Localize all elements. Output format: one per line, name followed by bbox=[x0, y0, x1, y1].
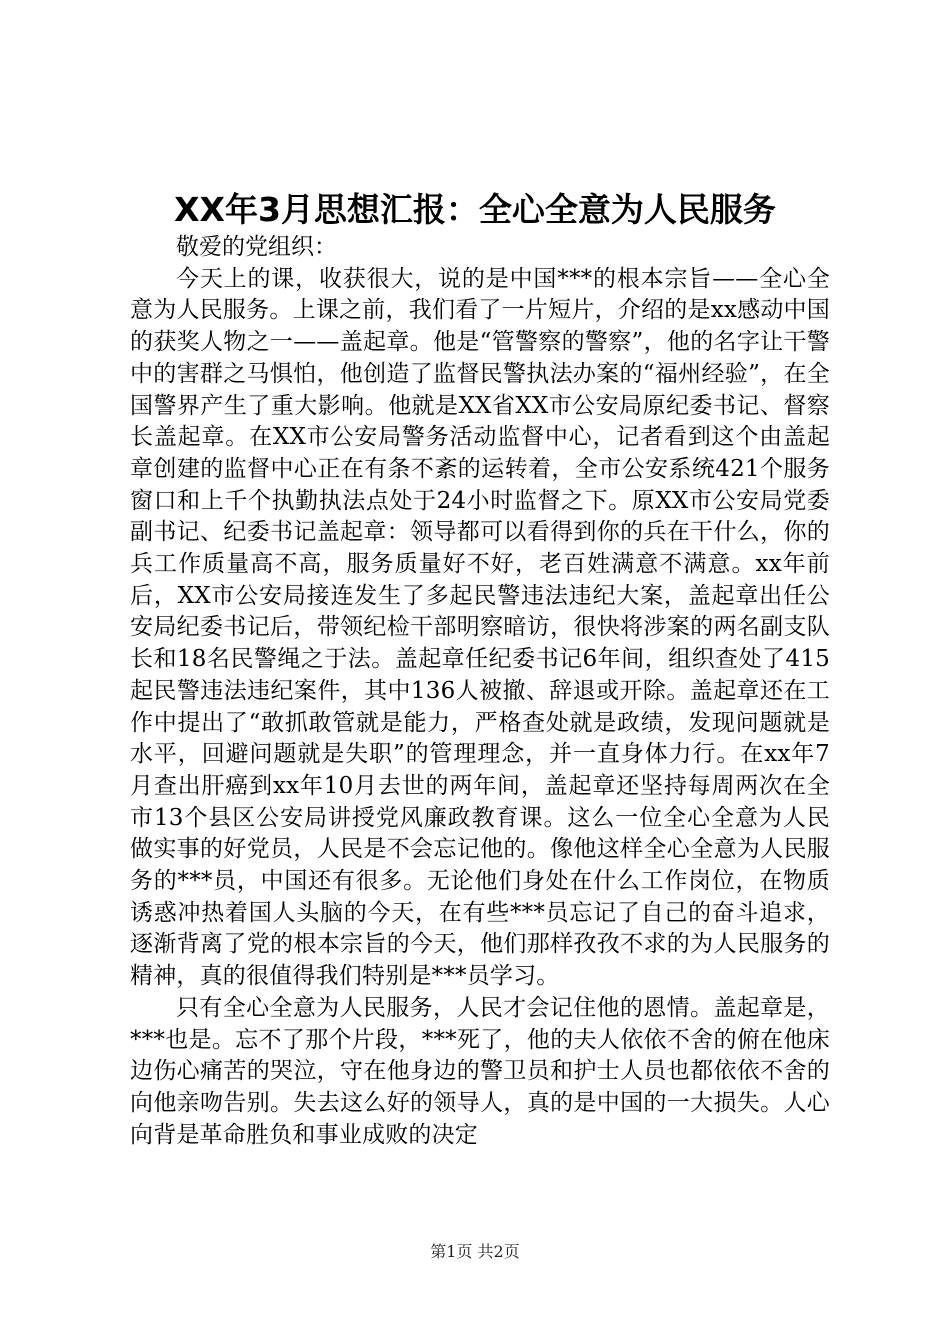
page-number: 第1页 共2页 bbox=[430, 1242, 520, 1261]
salutation: 敬爱的党组织： bbox=[176, 234, 337, 260]
paragraph-1: 今天上的课，收获很大，说的是中国***的根本宗旨——全心全意为人民服务。上课之前，我们看了一片短片，介绍的是xx感动中国的获奖人物之一——盖起章。他是“管警察的警察”，他的名字让干警中的害群之马惧怕，他创造了监督民警执法办案的“福州经验”，在全国警界产生了重大影响。他就是XX省XX市公安局原纪委书记、督察长盖起章。在XX市公安局警务活动监督中心，记者看到这个由盖起章创建的监督中心正在有条不紊的运转着，全市公安系统421个服务窗口和上千个执勤执法点处于24小时监督之下。原XX市公安局党委副书记、纪委书记盖起章：领导都可以看得到你的兵在干什么，你的兵工作质量高不高，服务质量好不好，老百姓满意不满意。xx年前后，XX市公安局接连发生了多起民警违法违纪大案，盖起章出任公安局纪委书记后，带领纪检干部明察暗访，很快将涉案的两名副支队长和18名民警绳之于法。盖起章任纪委书记6年间，组织查处了415起民警违法违纪案件，其中136人被撤、辞退或开除。盖起章还在工作中提出了“敢抓敢管就是能力，严格查处就是政绩，发现问题就是水平，回避问题就是失职”的管理理念，并一直身体力行。在xx年7月查出肝癌到xx年10月去世的两年间，盖起章还坚持每周两次在全市13个县区公安局讲授党风廉政教育课。这么一位全心全意为人民做实事的好党员，人民是不会忘记他的。像他这样全心全意为人民服务的***员，中国还有很多。无论他们身处在什么工作岗位，在物质诱惑冲热着国人头脑的今天，在有些***员忘记了自己的奋斗追求，逐渐背离了党的根本宗旨的今天，他们那样孜孜不求的为人民服务的精神，真的很值得我们特别是***员学习。 bbox=[130, 265, 830, 990]
document-body bbox=[130, 232, 830, 1151]
paragraph-2: 只有全心全意为人民服务，人民才会记住他的恩情。盖起章是，***也是。忘不了那个片段，***死了，他的夫人依依不舍的俯在他床边伤心痛苦的哭泣，守在他身边的警卫员和护士人员也都依依不舍的向他亲吻告别。失去这么好的领导人，真的是中国的一大损失。人心向背是革命胜负和事业成败的决定 bbox=[130, 994, 830, 1148]
document-title: XX年3月思想汇报：全心全意为人民服务 bbox=[174, 190, 776, 229]
